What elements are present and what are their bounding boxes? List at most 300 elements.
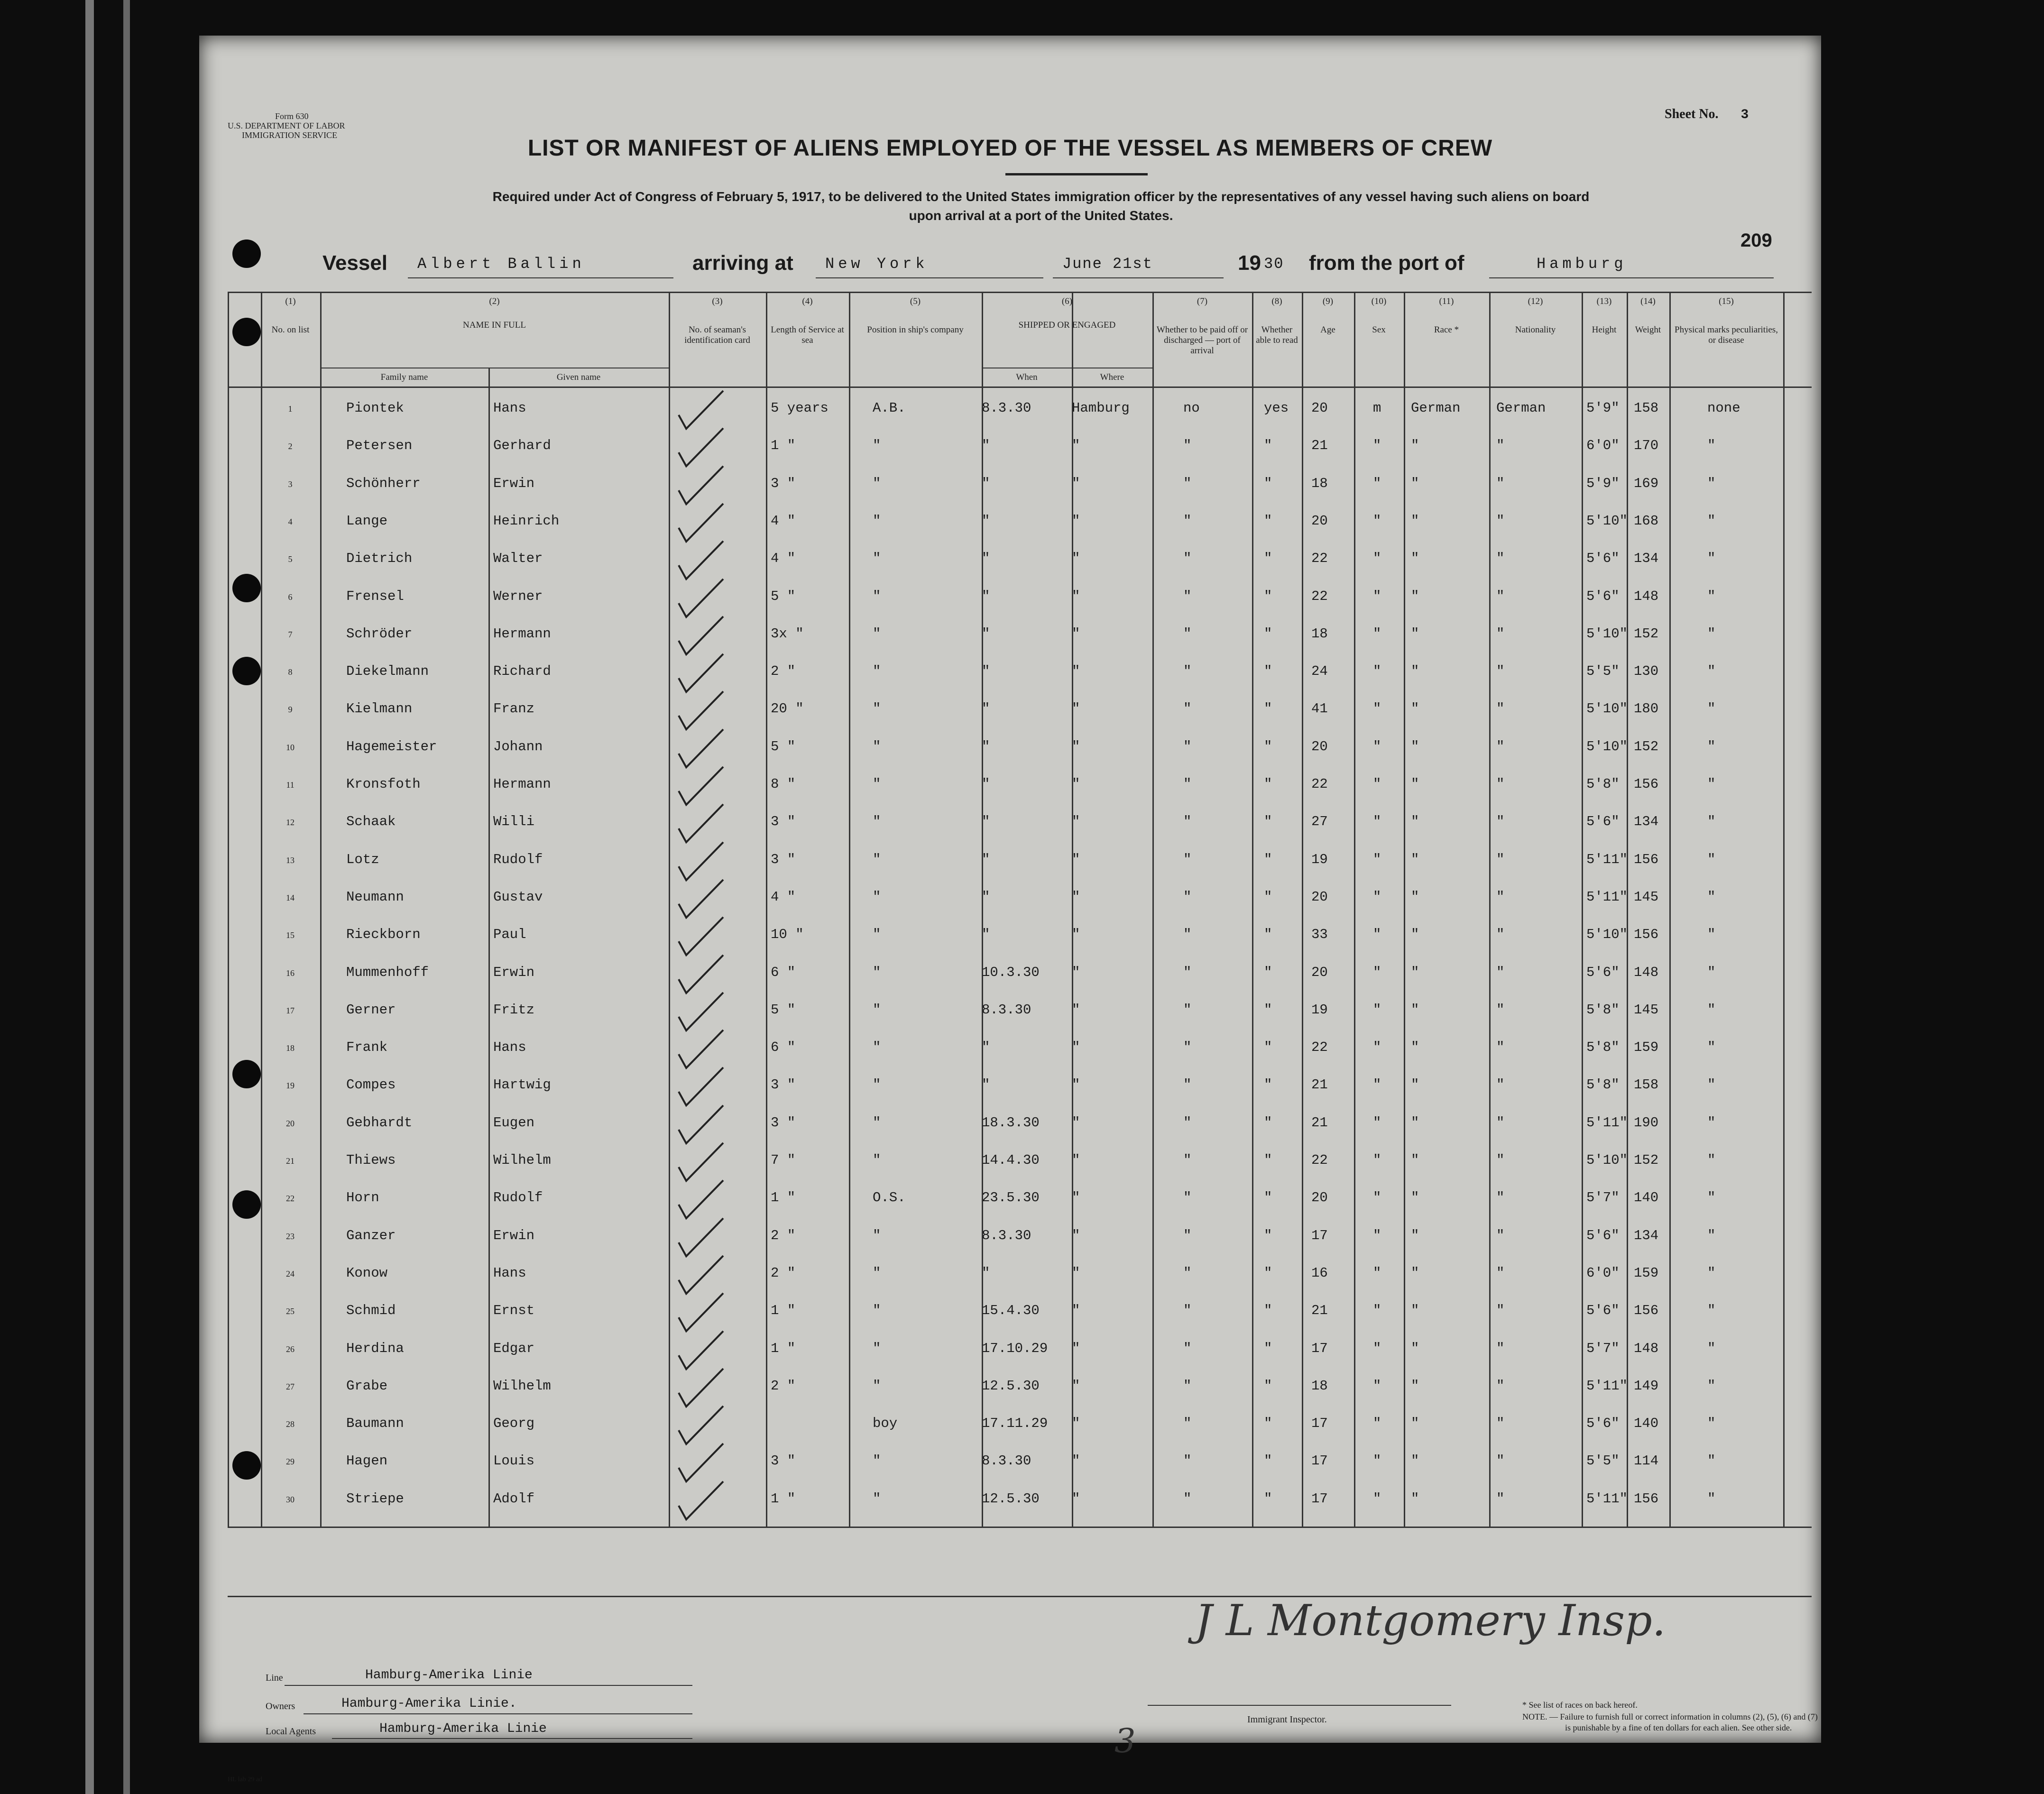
given-name: Erwin [493, 964, 535, 980]
given-name: Johann [493, 738, 543, 754]
age: 21 [1311, 1303, 1328, 1319]
shipped-where: " [1072, 1303, 1080, 1319]
row-number: 24 [286, 1269, 295, 1279]
physical-marks: " [1707, 1265, 1716, 1281]
sex: " [1373, 814, 1381, 830]
age: 20 [1311, 889, 1328, 905]
paid-off: no [1183, 400, 1200, 416]
paid-off: " [1183, 626, 1192, 642]
nationality: " [1496, 551, 1505, 567]
header-c10: Sex [1372, 325, 1386, 335]
sex: " [1373, 475, 1381, 491]
vessel-underline [408, 277, 673, 278]
given-name: Hartwig [493, 1077, 551, 1093]
physical-marks: " [1707, 1416, 1716, 1432]
service-length: 6 " [771, 1040, 796, 1056]
race: " [1411, 889, 1419, 905]
header-c7: Whether to be paid off or discharged — port of arrival [1156, 325, 1248, 356]
page-number: 209 [1740, 230, 1772, 251]
paid-off: " [1183, 927, 1192, 943]
shipped-when: 14.4.30 [982, 1152, 1040, 1168]
age: 22 [1311, 551, 1328, 567]
race: " [1411, 475, 1419, 491]
table-row [199, 807, 1821, 845]
header-c1-number: (1) [285, 296, 296, 306]
weight: 152 [1634, 626, 1659, 642]
nationality: " [1496, 475, 1505, 491]
family-name: Lotz [346, 851, 379, 867]
table-row [199, 883, 1821, 920]
header-c11: Race * [1434, 325, 1459, 335]
service-length: 3x " [771, 626, 804, 642]
height: 5'6" [1586, 1227, 1620, 1243]
age: 20 [1311, 964, 1328, 980]
row-number: 9 [288, 705, 293, 715]
given-name: Hans [493, 400, 526, 416]
height: 5'5" [1586, 663, 1620, 680]
shipped-where: " [1072, 1152, 1080, 1168]
nationality: " [1496, 1340, 1505, 1356]
age: 21 [1311, 1114, 1328, 1131]
row-number: 7 [288, 629, 293, 639]
service-length: 2 " [771, 1227, 796, 1243]
shipped-when: " [982, 513, 990, 529]
age: 19 [1311, 851, 1328, 867]
shipped-where: " [1072, 814, 1080, 830]
position: boy [873, 1416, 898, 1432]
header-c12-number: (12) [1528, 296, 1543, 306]
position: " [873, 1340, 881, 1356]
row-number: 23 [286, 1231, 295, 1241]
shipped-when: " [982, 438, 990, 454]
nationality: " [1496, 513, 1505, 529]
nationality: " [1496, 889, 1505, 905]
height: 5'8" [1586, 1002, 1620, 1018]
service-name: IMMIGRATION SERVICE [242, 130, 338, 140]
header-c2-family: Family name [380, 372, 428, 382]
family-name: Kielmann [346, 701, 413, 717]
able-to-read: " [1264, 626, 1272, 642]
table-row [199, 657, 1821, 694]
height: 5'10" [1586, 626, 1628, 642]
position: " [873, 1002, 881, 1018]
shipped-when: 23.5.30 [982, 1190, 1040, 1206]
table-row [199, 394, 1821, 431]
check-mark-icon [676, 915, 728, 958]
vessel-line [322, 251, 1793, 280]
sex: " [1373, 1114, 1381, 1131]
height: 5'8" [1586, 1040, 1620, 1056]
shipped-where: " [1072, 1227, 1080, 1243]
shipped-where: " [1072, 927, 1080, 943]
paid-off: " [1183, 551, 1192, 567]
given-name: Walter [493, 551, 543, 567]
able-to-read: " [1264, 588, 1272, 604]
nationality: " [1496, 927, 1505, 943]
check-mark-icon [676, 1066, 728, 1108]
race: " [1411, 626, 1419, 642]
height: 5'11" [1586, 1114, 1628, 1131]
able-to-read: " [1264, 551, 1272, 567]
check-mark-icon [676, 690, 728, 732]
requirement-text [294, 187, 1788, 225]
shipped-when: " [982, 475, 990, 491]
check-mark-icon [676, 502, 728, 544]
sex: " [1373, 1378, 1381, 1394]
family-name: Striepe [346, 1490, 404, 1507]
owners-underline [304, 1713, 692, 1714]
given-name: Eugen [493, 1114, 535, 1131]
race: " [1411, 1152, 1419, 1168]
weight: 159 [1634, 1040, 1659, 1056]
shipped-when: 8.3.30 [982, 1227, 1031, 1243]
paid-off: " [1183, 701, 1192, 717]
check-mark-icon [676, 727, 728, 770]
nationality: " [1496, 1227, 1505, 1243]
able-to-read: " [1264, 1378, 1272, 1394]
family-name: Mummenhoff [346, 964, 429, 980]
shipped-when: " [982, 663, 990, 680]
race-note: * See list of races on back hereof. [1522, 1700, 1638, 1710]
header-c8-number: (8) [1271, 296, 1282, 306]
physical-marks: " [1707, 964, 1716, 980]
height: 5'6" [1586, 551, 1620, 567]
sex: " [1373, 1453, 1381, 1469]
given-name: Werner [493, 588, 543, 604]
physical-marks: " [1707, 1340, 1716, 1356]
table-row [199, 920, 1821, 957]
service-length: 5 " [771, 738, 796, 754]
weight: 134 [1634, 1227, 1659, 1243]
sex: m [1373, 400, 1381, 416]
given-name: Franz [493, 701, 535, 717]
nationality: " [1496, 776, 1505, 792]
header-c11-number: (11) [1439, 296, 1454, 306]
shipped-where: " [1072, 513, 1080, 529]
shipped-where: " [1072, 626, 1080, 642]
shipped-where: " [1072, 663, 1080, 680]
able-to-read: " [1264, 1040, 1272, 1056]
header-c13: Height [1592, 325, 1617, 335]
inspector-label: Immigrant Inspector. [1247, 1714, 1327, 1725]
shipped-when: " [982, 851, 990, 867]
header-c6-when: When [1016, 372, 1038, 382]
position: " [873, 1453, 881, 1469]
header-c5: Position in ship's company [867, 325, 964, 335]
race: " [1411, 1340, 1419, 1356]
table-row [199, 1446, 1821, 1484]
table-row [199, 1484, 1821, 1522]
line-label: Line [266, 1673, 283, 1683]
footer [199, 1596, 1821, 1783]
sex: " [1373, 1227, 1381, 1243]
header-c8: Whether able to read [1256, 325, 1298, 345]
family-name: Gerner [346, 1002, 396, 1018]
from-port: Hamburg [1537, 255, 1627, 273]
shipped-where: " [1072, 1453, 1080, 1469]
race: " [1411, 1227, 1419, 1243]
physical-marks: " [1707, 701, 1716, 717]
shipped-where: " [1072, 964, 1080, 980]
shipped-when: " [982, 738, 990, 754]
given-name: Richard [493, 663, 551, 680]
paid-off: " [1183, 814, 1192, 830]
able-to-read: yes [1264, 400, 1289, 416]
given-name: Wilhelm [493, 1152, 551, 1168]
race: " [1411, 438, 1419, 454]
given-name: Rudolf [493, 851, 543, 867]
paid-off: " [1183, 1190, 1192, 1206]
shipped-when: " [982, 701, 990, 717]
weight: 158 [1634, 1077, 1659, 1093]
nationality: " [1496, 626, 1505, 642]
table-row [199, 1108, 1821, 1146]
physical-marks: " [1707, 1002, 1716, 1018]
row-number: 15 [286, 930, 295, 940]
family-name: Schaak [346, 814, 396, 830]
sex: " [1373, 776, 1381, 792]
shipped-where: " [1072, 551, 1080, 567]
position: " [873, 927, 881, 943]
weight: 134 [1634, 551, 1659, 567]
physical-marks: " [1707, 1453, 1716, 1469]
height: 5'7" [1586, 1190, 1620, 1206]
weight: 170 [1634, 438, 1659, 454]
position: " [873, 1114, 881, 1131]
agents-label: Local Agents [266, 1726, 316, 1737]
weight: 156 [1634, 1490, 1659, 1507]
agents-underline [332, 1738, 692, 1739]
shipped-when: " [982, 889, 990, 905]
vessel-label: Vessel [322, 251, 388, 275]
shipped-when: " [982, 551, 990, 567]
table-row [199, 1334, 1821, 1371]
nationality: " [1496, 1040, 1505, 1056]
service-length: 1 " [771, 1490, 796, 1507]
table-row [199, 1146, 1821, 1183]
age: 17 [1311, 1340, 1328, 1356]
check-mark-icon [676, 840, 728, 883]
shipped-where: Hamburg [1072, 400, 1130, 416]
check-mark-icon [676, 1442, 728, 1484]
height: 5'10" [1586, 701, 1628, 717]
physical-marks: " [1707, 1114, 1716, 1131]
nationality: " [1496, 814, 1505, 830]
shipped-when: " [982, 814, 990, 830]
age: 22 [1311, 1152, 1328, 1168]
race: " [1411, 551, 1419, 567]
physical-marks: " [1707, 776, 1716, 792]
physical-marks: " [1707, 889, 1716, 905]
family-name: Schönherr [346, 475, 421, 491]
sex: " [1373, 851, 1381, 867]
check-mark-icon [676, 615, 728, 657]
row-number: 13 [286, 855, 295, 865]
able-to-read: " [1264, 1303, 1272, 1319]
sex: " [1373, 1002, 1381, 1018]
weight: 134 [1634, 814, 1659, 830]
check-mark-icon [676, 1329, 728, 1372]
sheet-label: Sheet No. [1665, 107, 1719, 121]
header-c10-number: (10) [1371, 296, 1387, 306]
sex: " [1373, 438, 1381, 454]
position: " [873, 663, 881, 680]
paid-off: " [1183, 851, 1192, 867]
position: " [873, 889, 881, 905]
weight: 168 [1634, 513, 1659, 529]
from-label: from the port of [1309, 251, 1464, 275]
physical-marks: none [1707, 400, 1740, 416]
header-c12: Nationality [1515, 325, 1556, 335]
shipped-where: " [1072, 889, 1080, 905]
race: " [1411, 588, 1419, 604]
header-c1: No. on list [271, 325, 310, 335]
race: " [1411, 1416, 1419, 1432]
family-name: Ganzer [346, 1227, 396, 1243]
line-value: Hamburg-Amerika Linie [365, 1668, 533, 1683]
header-c7-number: (7) [1197, 296, 1208, 306]
shipped-when: " [982, 1040, 990, 1056]
position: " [873, 626, 881, 642]
paid-off: " [1183, 1077, 1192, 1093]
height: 5'11" [1586, 851, 1628, 867]
page-title: LIST OR MANIFEST OF ALIENS EMPLOYED OF THE VESSEL AS MEMBERS OF CREW [527, 136, 1493, 161]
service-length: 5 " [771, 1002, 796, 1018]
shipped-where: " [1072, 738, 1080, 754]
service-length: 4 " [771, 513, 796, 529]
table-row [199, 619, 1821, 657]
sex: " [1373, 1303, 1381, 1319]
family-name: Schröder [346, 626, 413, 642]
shipped-when: 12.5.30 [982, 1378, 1040, 1394]
sex: " [1373, 663, 1381, 680]
race: " [1411, 1303, 1419, 1319]
row-number: 25 [286, 1306, 295, 1316]
physical-marks: " [1707, 551, 1716, 567]
sex: " [1373, 1265, 1381, 1281]
paid-off: " [1183, 776, 1192, 792]
age: 22 [1311, 588, 1328, 604]
given-name: Erwin [493, 1227, 535, 1243]
race: " [1411, 814, 1419, 830]
position: O.S. [873, 1190, 906, 1206]
date-underline [1053, 277, 1224, 278]
position: " [873, 814, 881, 830]
handwritten-number: 3 [1114, 1721, 1136, 1760]
family-name: Thiews [346, 1152, 396, 1168]
paid-off: " [1183, 588, 1192, 604]
given-name: Gerhard [493, 438, 551, 454]
able-to-read: " [1264, 1002, 1272, 1018]
family-name: Gebhardt [346, 1114, 413, 1131]
position: " [873, 738, 881, 754]
nationality: " [1496, 588, 1505, 604]
age: 17 [1311, 1227, 1328, 1243]
table-row [199, 995, 1821, 1033]
crew-table [199, 292, 1821, 1596]
shipped-where: " [1072, 701, 1080, 717]
family-name: Diekelmann [346, 663, 429, 680]
family-name: Baumann [346, 1416, 404, 1432]
able-to-read: " [1264, 776, 1272, 792]
header-c9: Age [1320, 325, 1335, 335]
position: " [873, 1303, 881, 1319]
position: " [873, 1077, 881, 1093]
table-row [199, 1070, 1821, 1108]
nationality: " [1496, 1416, 1505, 1432]
age: 24 [1311, 663, 1328, 680]
age: 17 [1311, 1416, 1328, 1432]
weight: 158 [1634, 400, 1659, 416]
requirement-line-2: upon arrival at a port of the United States. [909, 208, 1173, 223]
year-suffix: 30 [1264, 255, 1284, 273]
header-c3: No. of seaman's identification card [684, 325, 750, 345]
family-name: Konow [346, 1265, 388, 1281]
race: " [1411, 1265, 1419, 1281]
race: " [1411, 701, 1419, 717]
table-row [199, 1183, 1821, 1221]
given-name: Fritz [493, 1002, 535, 1018]
arriving-label: arriving at [692, 251, 793, 275]
able-to-read: " [1264, 927, 1272, 943]
check-mark-icon [676, 1104, 728, 1146]
table-row [199, 1259, 1821, 1296]
check-mark-icon [676, 878, 728, 920]
service-length: 1 " [771, 1340, 796, 1356]
table-row [199, 732, 1821, 770]
height: 5'7" [1586, 1340, 1620, 1356]
height: 5'9" [1586, 400, 1620, 416]
header-c6-number: (6) [1061, 296, 1073, 306]
check-mark-icon [676, 953, 728, 996]
position: " [873, 1227, 881, 1243]
physical-marks: " [1707, 626, 1716, 642]
check-mark-icon [676, 577, 728, 620]
service-length: 6 " [771, 964, 796, 980]
sex: " [1373, 1040, 1381, 1056]
paid-off: " [1183, 1303, 1192, 1319]
check-mark-icon [676, 1141, 728, 1184]
weight: 148 [1634, 1340, 1659, 1356]
service-length: 2 " [771, 1265, 796, 1281]
age: 19 [1311, 1002, 1328, 1018]
row-number: 22 [286, 1194, 295, 1204]
header-c2: NAME IN FULL [463, 320, 526, 330]
age: 17 [1311, 1490, 1328, 1507]
table-row [199, 1221, 1821, 1259]
table-row [199, 1296, 1821, 1334]
nationality: " [1496, 1002, 1505, 1018]
family-name: Rieckborn [346, 927, 421, 943]
physical-marks: " [1707, 1303, 1716, 1319]
row-number: 16 [286, 968, 295, 978]
position: " [873, 475, 881, 491]
weight: 140 [1634, 1190, 1659, 1206]
nationality: " [1496, 1077, 1505, 1093]
family-name: Piontek [346, 400, 404, 416]
owners-label: Owners [266, 1701, 295, 1711]
nationality: " [1496, 438, 1505, 454]
shipped-where: " [1072, 438, 1080, 454]
vessel-name: Albert Ballin [417, 255, 585, 273]
height: 5'11" [1586, 1378, 1628, 1394]
able-to-read: " [1264, 814, 1272, 830]
row-number: 12 [286, 818, 295, 828]
row-number: 5 [288, 554, 293, 564]
row-number: 27 [286, 1381, 295, 1391]
weight: 152 [1634, 738, 1659, 754]
paid-off: " [1183, 1378, 1192, 1394]
